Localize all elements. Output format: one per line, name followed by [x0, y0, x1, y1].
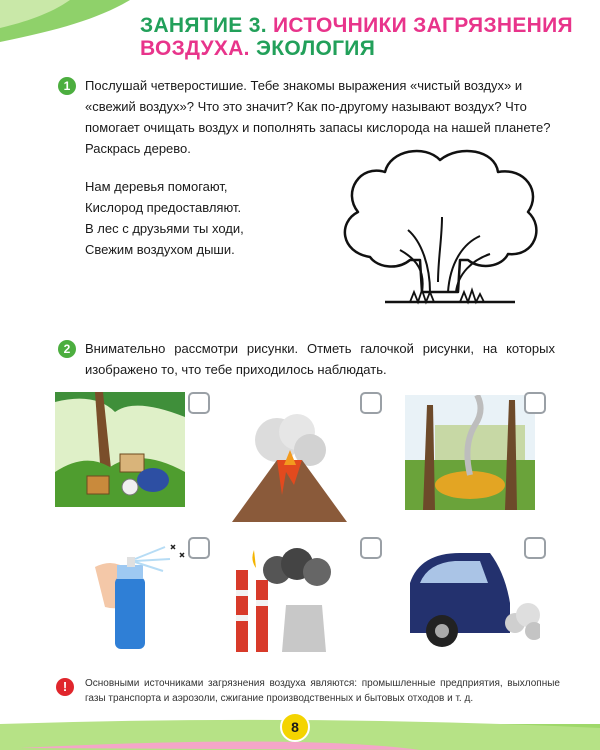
picture2-checkbox[interactable] [360, 392, 382, 414]
lesson-title-ecology: ЭКОЛОГИЯ [255, 37, 376, 60]
volcano-picture [222, 410, 352, 525]
burning-leaves-picture [405, 395, 535, 510]
picture4-checkbox[interactable] [188, 537, 210, 559]
picture6-checkbox[interactable] [524, 537, 546, 559]
page-number: 8 [280, 712, 310, 742]
picture1-checkbox[interactable] [188, 392, 210, 414]
poem-line: Нам деревья помогают, [85, 179, 228, 194]
alert-icon: ! [56, 678, 74, 696]
poem-line: В лес с друзьями ты ходи, [85, 221, 244, 236]
task1-text: Послушай четверостишие. Тебе знакомы выражения «чистый воздух» и «свежий воздух»? Что это значит? Как по-другому называют воздух? Что помогает очищать воздух и пополнять запасы кислорода на нашей планете? Раскрась дерево. [85, 78, 551, 156]
tree-outline[interactable] [330, 142, 550, 317]
factory-chimneys-picture [222, 540, 352, 655]
page-title [140, 14, 580, 60]
task2-badge: 2 [58, 340, 76, 358]
task1-badge: 1 [58, 77, 76, 95]
lesson-title: ИСТОЧНИКИ ЗАГРЯЗНЕНИЯ [273, 14, 573, 37]
trash-in-forest-picture [55, 392, 185, 507]
lesson-number: ЗАНЯТИЕ 3. [140, 14, 267, 37]
poem-line: Свежим воздухом дыши. [85, 242, 235, 257]
car-exhaust-picture [410, 543, 540, 658]
poem-line: Кислород предоставляют. [85, 200, 242, 215]
task2-text: Внимательно рассмотри рисунки. Отметь галочкой рисунки, на которых изображено то, что тебе приходилось наблюдать. [85, 341, 555, 377]
lesson-title-line2: ВОЗДУХА. [140, 37, 250, 60]
poem [85, 176, 335, 260]
info-note: Основными источниками загрязнения воздуха являются: промышленные предприятия, выхлопные газы транспорта и аэрозоли, сжигание производственных и бытовых отходов и т. д. [85, 678, 560, 704]
picture3-checkbox[interactable] [524, 392, 546, 414]
corner-decoration [0, 0, 130, 42]
picture5-checkbox[interactable] [360, 537, 382, 559]
